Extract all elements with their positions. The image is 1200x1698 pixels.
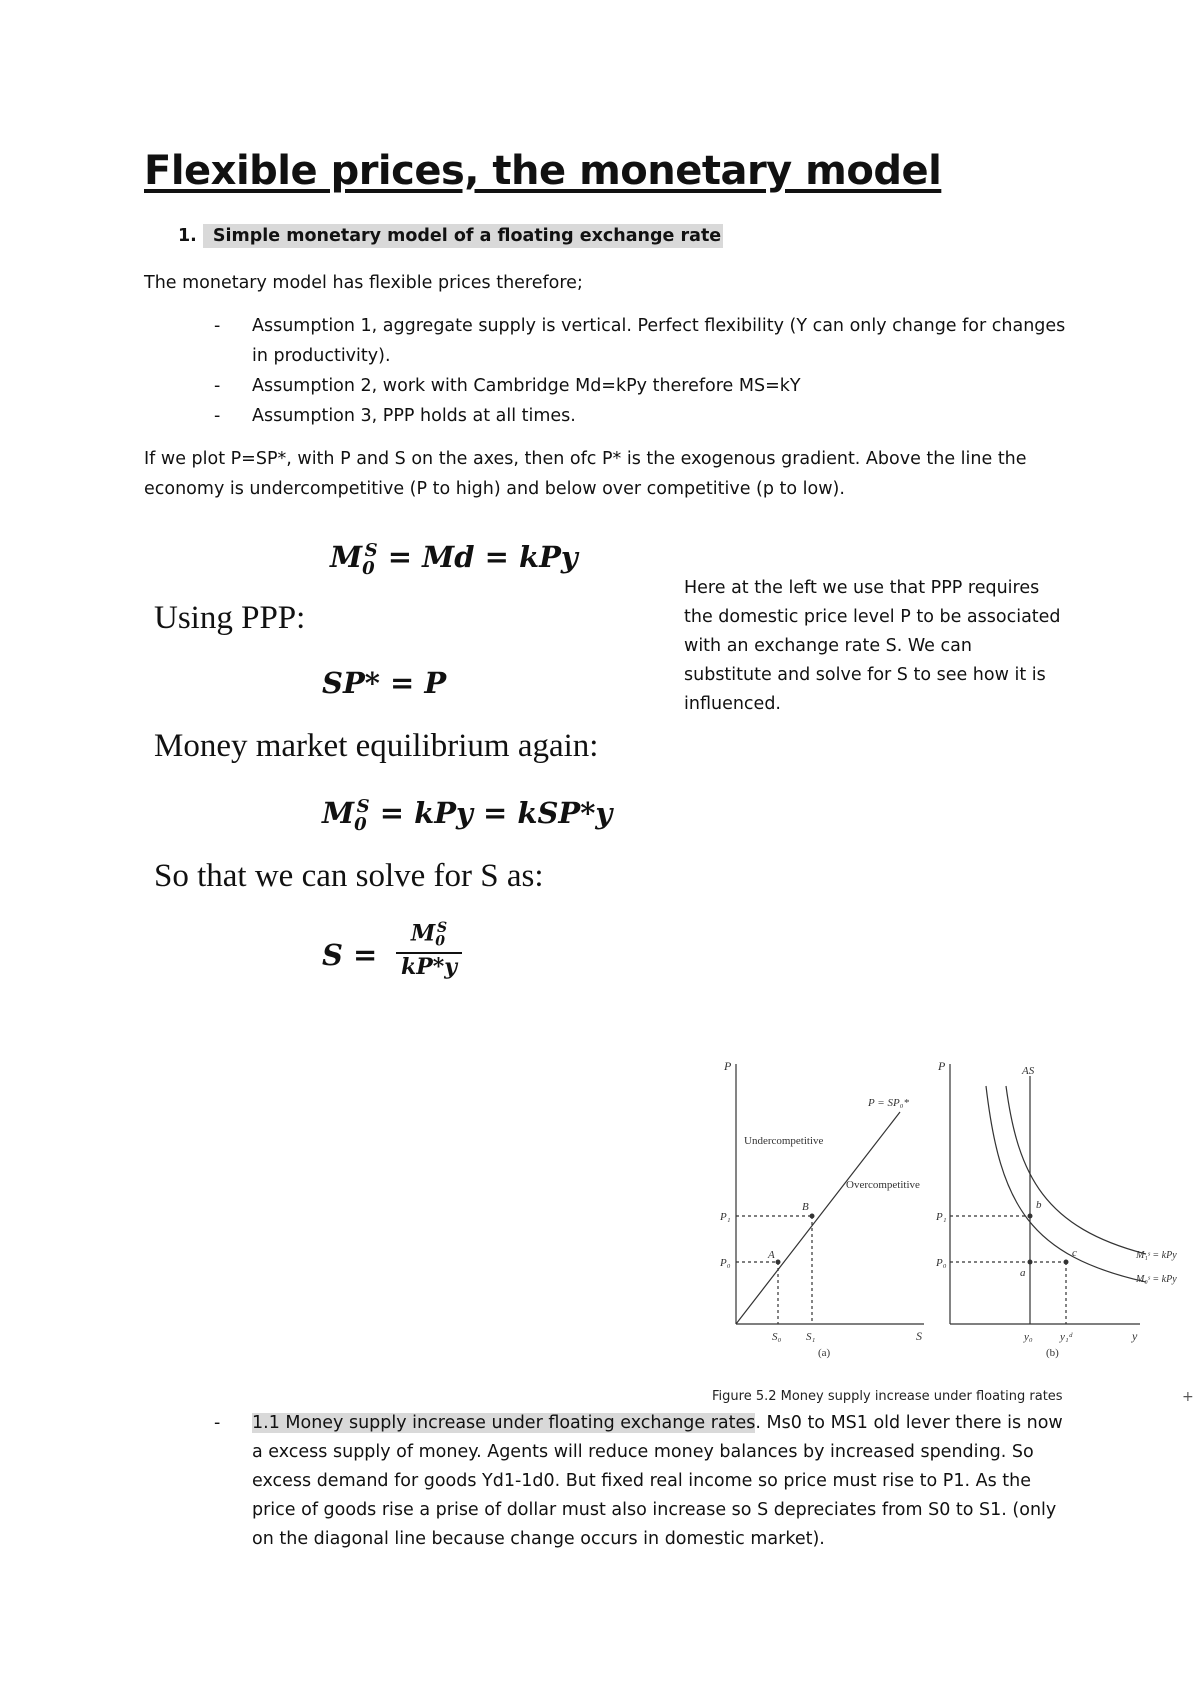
point-c-small-label: c (1072, 1247, 1077, 1259)
point-b-small (1028, 1214, 1033, 1219)
y0-tick: y₀ (1024, 1331, 1033, 1343)
plot-paragraph: If we plot P=SP*, with P and S on the axes, then ofc P* is the exogenous gradient. Above the line the economy is undercompetitive (P to high) and below over competitive (p to low). (144, 449, 1027, 499)
undercompetitive-label: Undercompetitive (744, 1135, 824, 1147)
p0-tick: P₀ (720, 1257, 731, 1269)
ms1-curve (1006, 1086, 1146, 1254)
point-a-small (1028, 1260, 1033, 1265)
list-item-text: Assumption 3, PPP holds at all times. (252, 406, 576, 426)
list-item (214, 401, 1074, 431)
section-heading-text: Simple monetary model of a floating exchange rate (203, 224, 723, 248)
p0-tick-b: P₀ (936, 1257, 947, 1269)
list-bullet: - (214, 406, 221, 426)
panel-a-label: (a) (818, 1347, 831, 1359)
list-item (214, 371, 1074, 401)
margin-mark: + (1182, 1389, 1194, 1405)
equation-lhs: S = (322, 938, 378, 972)
equation-solution (322, 938, 377, 972)
point-a-label: A (768, 1249, 775, 1261)
equation-money-market: $M_0^S$ = kPy = kSP*y (322, 796, 613, 835)
section-1-1-heading: 1.1 Money supply increase under floating exchange rates (252, 1413, 756, 1433)
section-heading (178, 226, 723, 246)
ms0-curve (986, 1086, 1146, 1282)
figure-5-2 (700, 1056, 1196, 1386)
equation-text: = kPy = kSP*y (379, 796, 613, 830)
ppp-line-label: P = SP₀* (868, 1097, 909, 1109)
panel-b-y-label: P (938, 1059, 946, 1073)
figure-caption: Figure 5.2 Money supply increase under floating rates (712, 1389, 1063, 1404)
s1-tick: S₁ (806, 1331, 816, 1343)
panel-a-x-label: S (916, 1329, 922, 1343)
section-1-1 (214, 1409, 1074, 1554)
equation-text: = Md = kPy (387, 540, 578, 574)
section-1-1-text: . Ms0 to MS1 old lever there is now a excess supply of money. Agents will reduce money balances by increased spending. So excess demand for goods Yd1-1d0. But fixed real income so price must rise to P1. As the price of goods rise a prise of dollar must also increase so S depreciates from S0 to S1. (only on the diagonal line because change occurs in domestic market). (252, 1413, 1063, 1549)
equation-ppp: SP* = P (322, 666, 447, 700)
list-bullet: - (214, 376, 221, 396)
s0-tick: S₀ (772, 1331, 782, 1343)
section-number: 1. (178, 226, 197, 246)
list-item-text: Assumption 1, aggregate supply is vertical. Perfect flexibility (Y can only change for changes in productivity). (252, 316, 1066, 366)
fraction: $M_0^S$ kP*y (396, 920, 462, 980)
label-solve-for-s: So that we can solve for S as: (154, 858, 544, 894)
panel-a-y-label: P (724, 1059, 732, 1073)
point-b-small-label: b (1036, 1199, 1042, 1211)
overcompetitive-label: Overcompetitive (846, 1179, 920, 1191)
ms1-curve-label: M₁ˢ = kPy (1136, 1250, 1177, 1261)
ms0-curve-label: M₀ˢ = kPy (1136, 1274, 1177, 1285)
equation-money-demand: $M_0^S = Md$ = kPy (330, 540, 578, 579)
point-a-small-label: a (1020, 1267, 1026, 1279)
assumptions-list (214, 311, 1074, 431)
list-item-text: Assumption 2, work with Cambridge Md=kPy therefore MS=kY (252, 376, 801, 396)
panel-b-x-label: y (1132, 1329, 1138, 1343)
label-using-ppp: Using PPP: (154, 600, 306, 636)
side-note: Here at the left we use that PPP requires the domestic price level P to be associated with an exchange rate S. We can substitute and solve for S to see how it is influenced. (684, 578, 1061, 714)
list-item (214, 311, 1074, 371)
yd-tick: y₁ᵈ (1060, 1331, 1073, 1343)
fraction-denominator: kP*y (400, 953, 458, 980)
point-b (810, 1214, 815, 1219)
figure-svg (700, 1056, 1196, 1386)
as-label: AS (1022, 1065, 1035, 1077)
p1-tick-b: P₁ (936, 1211, 947, 1223)
p1-tick: P₁ (720, 1211, 731, 1223)
list-bullet: - (214, 316, 221, 336)
point-b-label: B (802, 1201, 809, 1213)
intro-paragraph: The monetary model has flexible prices therefore; (144, 273, 583, 293)
list-bullet: - (214, 1413, 221, 1433)
page-title: Flexible prices, the monetary model (144, 148, 942, 194)
point-c-small (1064, 1260, 1069, 1265)
list-item (214, 1409, 1074, 1554)
panel-b-label: (b) (1046, 1347, 1059, 1359)
label-money-market: Money market equilibrium again: (154, 728, 599, 764)
panel-b (950, 1064, 1146, 1324)
point-a (776, 1260, 781, 1265)
